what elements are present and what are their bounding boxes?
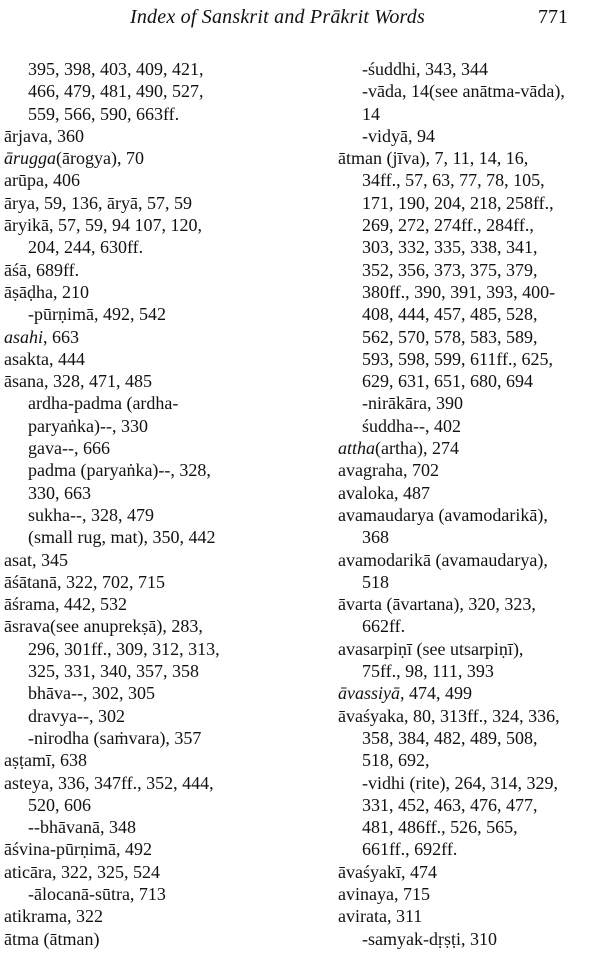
index-entry: 368 (362, 527, 389, 548)
index-entry: gava--, 666 (28, 438, 110, 459)
index-column-left (4, 58, 324, 950)
index-entry: 408, 444, 457, 485, 528, (362, 304, 538, 325)
index-entry: 662ff. (362, 616, 406, 637)
index-entry: 518, 692, (362, 750, 430, 771)
index-entry: āvaśyakī, 474 (338, 861, 437, 882)
index-entry: avasarpiṇī (see utsarpiṇī), (338, 638, 524, 659)
index-entry: 520, 606 (28, 794, 91, 815)
index-entry: 14 (362, 103, 380, 124)
index-entry: asteya, 336, 347ff., 352, 444, (4, 772, 214, 793)
index-entry: dravya--, 302 (28, 705, 125, 726)
index-entry: asat, 345 (4, 549, 68, 570)
index-entry: 593, 598, 599, 611ff., 625, (362, 348, 553, 369)
index-column-right (338, 58, 600, 950)
index-entry: āvaśyaka, 80, 313ff., 324, 336, (338, 705, 560, 726)
index-entry: 481, 486ff., 526, 565, (362, 817, 518, 838)
index-entry: āryikā, 57, 59, 94 107, 120, (4, 215, 202, 236)
index-entry: avirata, 311 (338, 906, 423, 927)
index-entry: ardha-padma (ardha- (28, 393, 179, 414)
index-entry: -vāda, 14(see anātma-vāda), (362, 81, 565, 102)
index-entry: aṣṭamī, 638 (4, 750, 87, 771)
index-entry: 303, 332, 335, 338, 341, (362, 237, 538, 258)
index-entry: 629, 631, 651, 680, 694 (362, 371, 533, 392)
index-entry: -ālocanā-sūtra, 713 (28, 883, 166, 904)
running-title: Index of Sanskrit and Prākrit Words (130, 6, 425, 28)
index-entry: avaloka, 487 (338, 482, 430, 503)
index-entry: avagraha, 702 (338, 460, 439, 481)
index-entry: āśrama, 442, 532 (4, 594, 127, 615)
index-entry: ātma (ātman) (4, 928, 100, 949)
index-entry: āśā, 689ff. (4, 259, 80, 280)
index-entry: -vidyā, 94 (362, 125, 435, 146)
index-entry: āśvina-pūrṇimā, 492 (4, 839, 152, 860)
running-header (0, 0, 600, 40)
index-entry: ārjava, 360 (4, 125, 84, 146)
index-entry: -samyak-dṛṣṭi, 310 (362, 928, 497, 949)
index-entry: ārugga(ārogya), 70 (4, 148, 144, 169)
index-entry: 34ff., 57, 63, 77, 78, 105, (362, 170, 545, 191)
index-entry: 559, 566, 590, 663ff. (28, 103, 180, 124)
index-entry: -nirodha (saṁvara), 357 (28, 727, 202, 748)
index-entry: (small rug, mat), 350, 442 (28, 527, 216, 548)
index-entry: 352, 356, 373, 375, 379, (362, 259, 538, 280)
index-entry: 330, 663 (28, 482, 91, 503)
index-entry: avinaya, 715 (338, 883, 430, 904)
index-entry: āśātanā, 322, 702, 715 (4, 571, 165, 592)
index-entry: 331, 452, 463, 476, 477, (362, 794, 538, 815)
index-entry: -nirākāra, 390 (362, 393, 463, 414)
index-entry: attha(artha), 274 (338, 438, 459, 459)
index-entry: ātman (jīva), 7, 11, 14, 16, (338, 148, 529, 169)
index-entry: 395, 398, 403, 409, 421, (28, 59, 204, 79)
index-entry: 171, 190, 204, 218, 258ff., (362, 192, 554, 213)
index-entry: āsrava(see anuprekṣā), 283, (4, 616, 203, 637)
index-entry: -śuddhi, 343, 344 (362, 59, 488, 79)
index-entry: āvassiyā, 474, 499 (338, 683, 472, 704)
index-entry: āṣāḍha, 210 (4, 281, 89, 302)
index-entry: 562, 570, 578, 583, 589, (362, 326, 538, 347)
index-entry: avamaudarya (avamodarikā), (338, 504, 548, 525)
index-entry: 661ff., 692ff. (362, 839, 458, 860)
index-entry: arūpa, 406 (4, 170, 80, 191)
index-entry: 269, 272, 274ff., 284ff., (362, 215, 534, 236)
index-entry: āvarta (āvartana), 320, 323, (338, 594, 536, 615)
index-entry: ārya, 59, 136, āryā, 57, 59 (4, 192, 192, 213)
index-entry: 204, 244, 630ff. (28, 237, 144, 258)
index-entry: 466, 479, 481, 490, 527, (28, 81, 204, 102)
index-entry: 325, 331, 340, 357, 358 (28, 661, 199, 682)
index-entry: āsana, 328, 471, 485 (4, 371, 152, 392)
index-entry: asakta, 444 (4, 348, 85, 369)
index-entry: padma (paryaṅka)--, 328, (28, 460, 211, 481)
index-entry: bhāva--, 302, 305 (28, 683, 155, 704)
index-entry: 358, 384, 482, 489, 508, (362, 727, 538, 748)
page-number: 771 (538, 6, 568, 28)
index-entry: -pūrṇimā, 492, 542 (28, 304, 166, 325)
index-entry: 75ff., 98, 111, 393 (362, 661, 494, 682)
index-entry: aticāra, 322, 325, 524 (4, 861, 160, 882)
index-entry: atikrama, 322 (4, 906, 103, 927)
index-entry: śuddha--, 402 (362, 415, 461, 436)
index-entry: avamodarikā (avamaudarya), (338, 549, 548, 570)
index-entry: 296, 301ff., 309, 312, 313, (28, 638, 220, 659)
index-entry: paryaṅka)--, 330 (28, 415, 148, 436)
index-entry: asahi, 663 (4, 326, 80, 347)
index-entry: -vidhi (rite), 264, 314, 329, (362, 772, 558, 793)
index-entry: 518 (362, 571, 389, 592)
index-entry: sukha--, 328, 479 (28, 504, 154, 525)
index-entry: 380ff., 390, 391, 393, 400- (362, 281, 556, 302)
index-entry: --bhāvanā, 348 (28, 817, 136, 838)
